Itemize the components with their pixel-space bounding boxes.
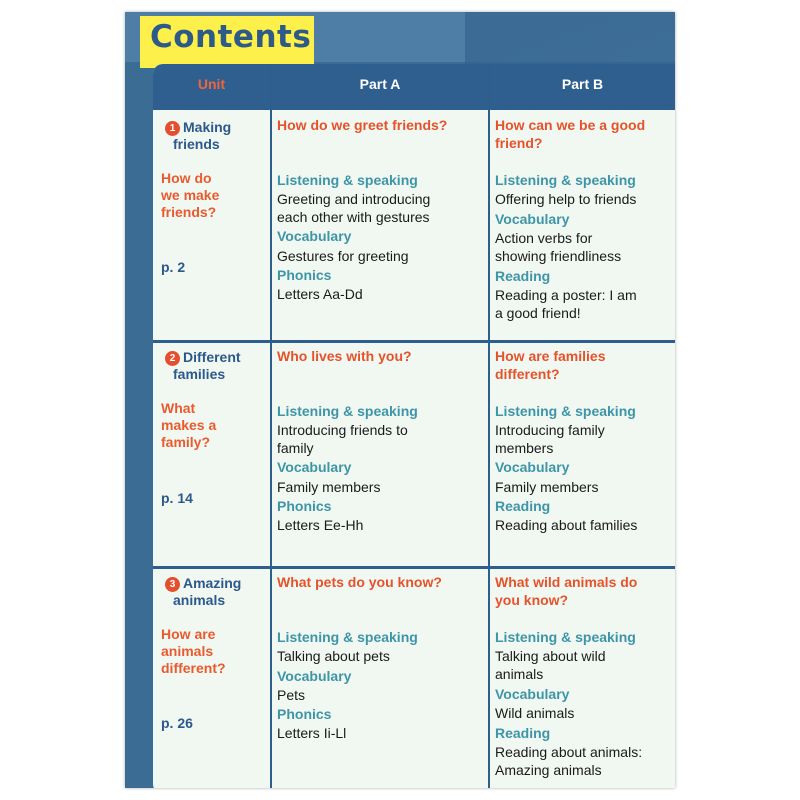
unit-2-part-a-question: Who lives with you? — [277, 348, 412, 364]
text-line: showing friendliness — [495, 248, 622, 264]
unit-1-part-a-question: How do we greet friends? — [277, 117, 448, 133]
listening-label: Listening & speaking — [495, 629, 636, 645]
listening-label: Listening & speaking — [277, 403, 418, 419]
listening-text — [495, 647, 606, 683]
unit-3-part-b-question — [495, 573, 637, 609]
question-line: we make — [161, 187, 220, 203]
text-line: friend? — [495, 135, 543, 151]
unit-name: families — [173, 366, 226, 382]
unit-2-page[interactable]: p. 14 — [161, 490, 193, 506]
text-line: Introducing friends to — [277, 422, 408, 438]
unit-name: Making — [183, 119, 232, 135]
unit-name: friends — [173, 136, 220, 152]
reading-text — [495, 743, 642, 779]
phonics-label: Phonics — [277, 267, 332, 283]
vocabulary-label: Vocabulary — [277, 668, 352, 684]
unit-1-title — [165, 119, 231, 152]
text-line: Action verbs for — [495, 230, 593, 246]
vocabulary-text: Family members — [495, 479, 599, 495]
contents-table — [153, 64, 675, 788]
text-line: Greeting and introducing — [277, 191, 431, 207]
vocabulary-text: Gestures for greeting — [277, 248, 409, 264]
unit-2-part-b-question — [495, 347, 606, 383]
reading-label: Reading — [495, 268, 551, 284]
table-header — [153, 64, 675, 110]
unit-1-page[interactable]: p. 2 — [161, 259, 186, 275]
text-line: What wild animals do — [495, 574, 638, 590]
listening-text — [277, 421, 408, 457]
phonics-label: Phonics — [277, 706, 332, 722]
vocabulary-text — [495, 229, 621, 265]
reading-text — [495, 286, 637, 322]
unit-name: Different — [183, 349, 241, 365]
text-line: Reading a poster: I am — [495, 287, 637, 303]
phonics-text: Letters Ii-Ll — [277, 725, 347, 741]
phonics-label: Phonics — [277, 498, 332, 514]
reading-label: Reading — [495, 725, 551, 741]
question-line: animals — [161, 643, 214, 659]
question-line: How are — [161, 626, 216, 642]
question-line: makes a — [161, 417, 217, 433]
unit-number-badge: 2 — [165, 351, 180, 366]
question-line: different? — [161, 660, 226, 676]
vocabulary-text: Family members — [277, 479, 381, 495]
listening-text: Offering help to friends — [495, 191, 637, 207]
header-part-a: Part A — [359, 76, 401, 92]
text-line: How can we be a good — [495, 117, 646, 133]
row-divider — [153, 340, 675, 343]
header-unit: Unit — [197, 76, 226, 92]
text-line: a good friend! — [495, 305, 581, 321]
text-line: How are families — [495, 348, 606, 364]
unit-name: animals — [173, 592, 226, 608]
text-line: animals — [495, 666, 544, 682]
question-line: What — [161, 400, 196, 416]
listening-label: Listening & speaking — [495, 172, 636, 188]
unit-3-page[interactable]: p. 26 — [161, 715, 193, 731]
vocabulary-label: Vocabulary — [495, 459, 570, 475]
column-divider — [488, 64, 490, 788]
question-line: friends? — [161, 204, 217, 220]
text-line: Reading about animals: — [495, 744, 643, 760]
listening-text: Talking about pets — [277, 648, 390, 664]
unit-number-badge: 1 — [165, 121, 180, 136]
text-line: family — [277, 440, 314, 456]
header-part-b: Part B — [561, 76, 604, 92]
vocabulary-label: Vocabulary — [277, 459, 352, 475]
text-line: Talking about wild — [495, 648, 606, 664]
book-page — [125, 12, 675, 788]
phonics-text: Letters Aa-Dd — [277, 286, 363, 302]
vocabulary-text: Pets — [277, 687, 306, 703]
vocabulary-text: Wild animals — [495, 705, 575, 721]
unit-1-part-b-question — [495, 116, 645, 152]
unit-number-badge: 3 — [165, 577, 180, 592]
text-line: Introducing family — [495, 422, 605, 438]
listening-text — [277, 190, 430, 226]
listening-label: Listening & speaking — [277, 629, 418, 645]
unit-3-title — [165, 575, 241, 608]
unit-2-title — [165, 349, 241, 382]
listening-text — [495, 421, 605, 457]
phonics-text: Letters Ee-Hh — [277, 517, 364, 533]
text-line: you know? — [495, 592, 569, 608]
vocabulary-label: Vocabulary — [495, 686, 570, 702]
unit-name: Amazing — [183, 575, 242, 591]
text-line: members — [495, 440, 554, 456]
reading-label: Reading — [495, 498, 551, 514]
page-title: Contents — [150, 19, 312, 55]
vocabulary-label: Vocabulary — [277, 228, 352, 244]
vocabulary-label: Vocabulary — [495, 211, 570, 227]
question-line: How do — [161, 170, 212, 186]
unit-1-question — [161, 170, 261, 221]
text-line: each other with gestures — [277, 209, 430, 225]
row-divider — [153, 566, 675, 569]
column-divider — [270, 64, 272, 788]
reading-text: Reading about families — [495, 517, 638, 533]
text-line: Amazing animals — [495, 762, 602, 778]
unit-2-question — [161, 400, 261, 451]
text-line: different? — [495, 366, 560, 382]
listening-label: Listening & speaking — [495, 403, 636, 419]
unit-3-question — [161, 626, 261, 677]
question-line: family? — [161, 434, 211, 450]
listening-label: Listening & speaking — [277, 172, 418, 188]
unit-3-part-a-question: What pets do you know? — [277, 574, 442, 590]
